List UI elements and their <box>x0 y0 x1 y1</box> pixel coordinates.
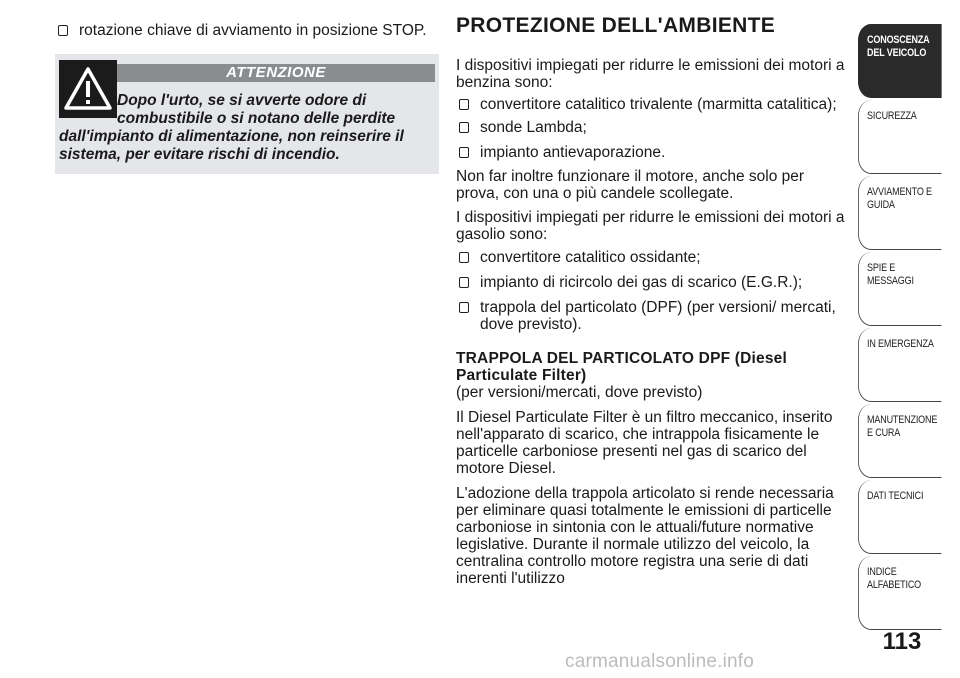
list-item: trappola del particolato (DPF) (per versioni/ mercati, dove previsto). <box>456 299 846 333</box>
tab-conoscenza-del-veicolo[interactable]: CONOSCENZA DEL VEICOLO <box>858 24 942 98</box>
watermark: carmanualsonline.info <box>565 651 755 672</box>
list-item: rotazione chiave di avviamento in posizione STOP. <box>55 22 463 39</box>
dpf-paragraph-1: Il Diesel Particulate Filter è un filtro meccanico, inserito nell'apparato di scarico, che intrappola fisicamente le particelle carboniose presenti nel gas di scarico del motore Diesel. <box>456 409 833 477</box>
section-heading: PROTEZIONE DELL'AMBIENTE <box>456 14 776 37</box>
tab-sicurezza[interactable]: SICUREZZA <box>858 100 942 174</box>
warning-text: Dopo l'urto, se si avverte odore di combustibile o si notano delle perdite dall'impianto di alimentazione, non reinserire il sistema, per evitare rischi di incendio. <box>59 92 404 163</box>
checkbox-bullet-icon <box>58 25 68 36</box>
tab-manutenzione-e-cura[interactable]: MANUTENZIONE E CURA <box>858 404 942 478</box>
list-item: sonde Lambda; <box>456 119 846 136</box>
checkbox-bullet-icon <box>459 302 469 313</box>
checkbox-bullet-icon <box>459 277 469 288</box>
tab-avviamento-e-guida[interactable]: AVVIAMENTO E GUIDA <box>858 176 942 250</box>
dpf-subtitle: (per versioni/mercati, dove previsto) <box>456 384 703 401</box>
intro-benzina: I dispositivi impiegati per ridurre le emissioni dei motori a benzina sono: <box>456 57 845 91</box>
dpf-paragraph-2: L'adozione della trappola articolato si rende necessaria per eliminare quasi totalmente le emissioni di particelle carboniose in sintonia con le attuali/future normative legislative. Durante il normale utilizzo del veicolo, la centralina controllo motore registra una serie di dati inerenti l'utilizzo <box>456 485 834 587</box>
list-item: convertitore catalitico ossidante; <box>456 249 846 266</box>
note-paragraph: Non far inoltre funzionare il motore, anche solo per prova, con una o più candele scollegate. <box>456 168 805 202</box>
tab-spie-e-messaggi[interactable]: SPIE E MESSAGGI <box>858 252 942 326</box>
checkbox-bullet-icon <box>459 252 469 263</box>
list-item: impianto di ricircolo dei gas di scarico (E.G.R.); <box>456 274 846 291</box>
tab-in-emergenza[interactable]: IN EMERGENZA <box>858 328 942 402</box>
checkbox-bullet-icon <box>459 99 469 110</box>
list-item: convertitore catalitico trivalente (marmitta catalitica); <box>456 96 846 113</box>
page-number: 113 <box>882 628 922 655</box>
tab-dati-tecnici[interactable]: DATI TECNICI <box>858 480 942 554</box>
intro-gasolio: I dispositivi impiegati per ridurre le emissioni dei motori a gasolio sono: <box>456 209 845 243</box>
warning-box <box>55 54 439 174</box>
list-item: impianto antievaporazione. <box>456 144 846 161</box>
warning-title: ATTENZIONE <box>117 64 435 82</box>
checkbox-bullet-icon <box>459 147 469 158</box>
checkbox-bullet-icon <box>459 122 469 133</box>
dpf-heading: TRAPPOLA DEL PARTICOLATO DPF (Diesel Particulate Filter) <box>456 350 788 384</box>
tab-indice-alfabetico[interactable]: INDICE ALFABETICO <box>858 556 942 630</box>
